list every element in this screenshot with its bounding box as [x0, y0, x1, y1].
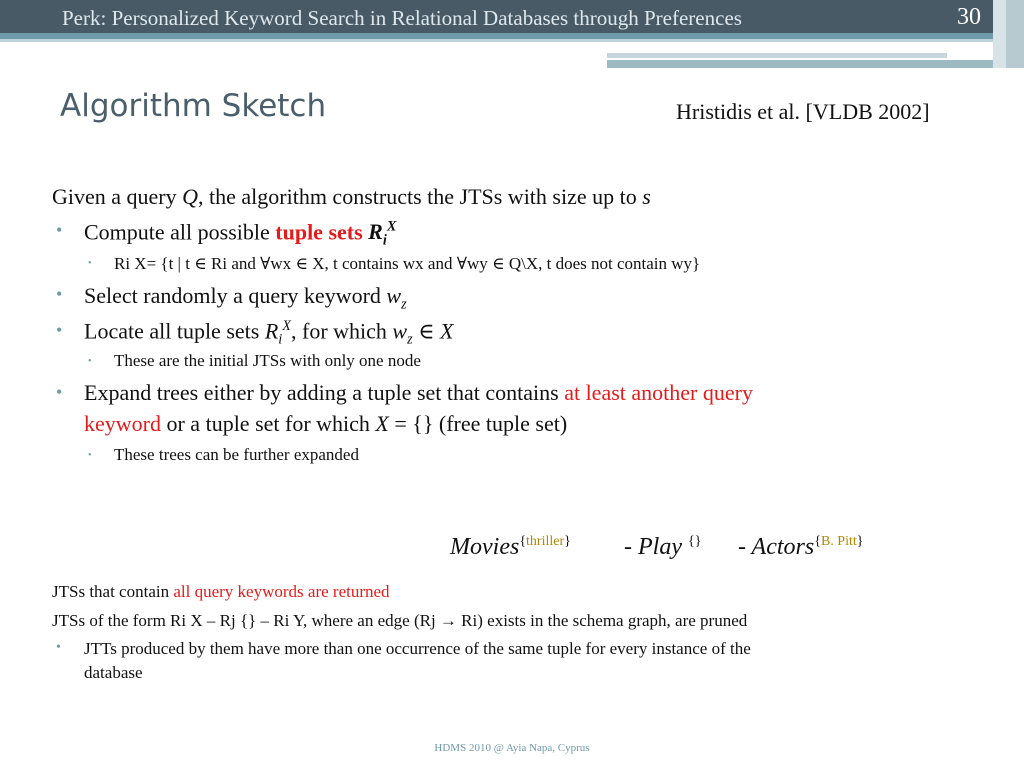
header-accent-bar	[607, 53, 947, 58]
bullet-text: , for which	[291, 318, 393, 344]
sub-bullet-dot: •	[88, 450, 92, 461]
subscript: i	[278, 331, 283, 348]
example-jts	[450, 534, 571, 561]
relation-symbol: R	[264, 318, 279, 344]
sub-bullet-further-expanded: These trees can be further expanded	[114, 445, 359, 464]
note-jtt-line2: database	[84, 663, 143, 682]
bullet-dot: •	[56, 284, 63, 304]
sub-bullet-dot: •	[88, 258, 92, 269]
intro-text: , the algorithm constructs the JTSs with size up to	[198, 184, 643, 209]
brace: {	[814, 534, 821, 549]
relation-play: - Play	[624, 534, 682, 560]
bullet-dot: •	[56, 220, 63, 240]
superscript: X	[282, 318, 291, 334]
header-side-block	[1006, 0, 1024, 68]
note-pruned: JTSs of the form Ri X – Rj {} – Ri Y, where an edge (Rj → Ri) exists in the schema graph, are pruned	[52, 611, 748, 630]
bullet-item-select-keyword	[84, 283, 407, 313]
relation-actors: - Actors	[738, 534, 815, 560]
subscript: i	[382, 232, 387, 249]
bullet-item-locate-tuple-sets	[84, 318, 453, 349]
size-symbol: s	[642, 184, 651, 209]
bullet-text: or a tuple set for which	[160, 411, 376, 436]
note-returned	[52, 582, 390, 602]
note-text: JTSs that contain	[52, 582, 174, 601]
subscript: z	[407, 331, 413, 348]
header-stripe-light	[0, 39, 993, 42]
set-symbol: X	[375, 411, 389, 436]
superscript: X	[386, 219, 397, 235]
keyword-thriller: thriller	[526, 534, 565, 549]
example-jts-play	[624, 534, 701, 561]
brace: {	[519, 534, 527, 549]
intro-text: Given a query	[52, 184, 183, 209]
bullet-item-expand-trees	[84, 380, 753, 406]
keyword-symbol: w	[392, 318, 408, 344]
highlight-text: keyword	[84, 411, 161, 436]
example-jts-actors	[738, 534, 863, 561]
citation: Hristidis et al. [VLDB 2002]	[676, 99, 930, 124]
deck-title: Perk: Personalized Keyword Search in Relational Databases through Preferences	[62, 6, 742, 30]
relation-symbol: R	[368, 219, 383, 245]
slide-title: Algorithm Sketch	[60, 88, 327, 124]
brace: }	[564, 534, 571, 549]
highlight-text: tuple sets	[275, 219, 363, 245]
bullet-dot: •	[56, 320, 63, 340]
bullet-dot: •	[56, 382, 63, 402]
bullet-dot: •	[56, 640, 61, 655]
intro-line	[52, 184, 651, 210]
keyword-symbol: w	[386, 283, 402, 308]
brace: }	[856, 534, 864, 549]
element-of-symbol: ∈	[412, 318, 440, 344]
relation-movies: Movies	[450, 534, 520, 560]
bullet-text: Compute all possible	[84, 219, 276, 245]
sub-bullet-dot: •	[88, 356, 92, 367]
sub-bullet-definition: Ri X= {t | t ∈ Ri and ∀wx ∈ X, t contains wx and ∀wy ∈ Q\X, t does not contain wy}	[114, 254, 701, 273]
sub-bullet-initial-jts: These are the initial JTSs with only one node	[114, 351, 421, 370]
bullet-text: = {} (free tuple set)	[388, 411, 568, 436]
bullet-text: Expand trees either by adding a tuple set that contains	[84, 380, 565, 405]
bullet-item-tuple-sets	[84, 219, 396, 250]
bullet-item-expand-trees-cont	[84, 411, 567, 437]
highlight-text: all query keywords are returned	[173, 582, 390, 601]
slide-number: 30	[957, 4, 981, 30]
slide-footer: HDMS 2010 @ Ayia Napa, Cyprus	[434, 742, 590, 754]
note-jtt-line1: JTTs produced by them have more than one occurrence of the same tuple for every instance of the	[84, 639, 751, 658]
query-symbol: Q	[182, 184, 199, 209]
bullet-text: Select randomly a query keyword	[84, 283, 387, 308]
subscript: z	[401, 296, 407, 313]
highlight-text: at least another query	[564, 380, 753, 405]
empty-keyword-set: {}	[687, 534, 702, 549]
header-accent-bar	[607, 60, 997, 68]
keyword-b-pitt: B. Pitt	[820, 534, 857, 549]
set-symbol: X	[439, 318, 454, 344]
bullet-text: Locate all tuple sets	[84, 318, 265, 344]
